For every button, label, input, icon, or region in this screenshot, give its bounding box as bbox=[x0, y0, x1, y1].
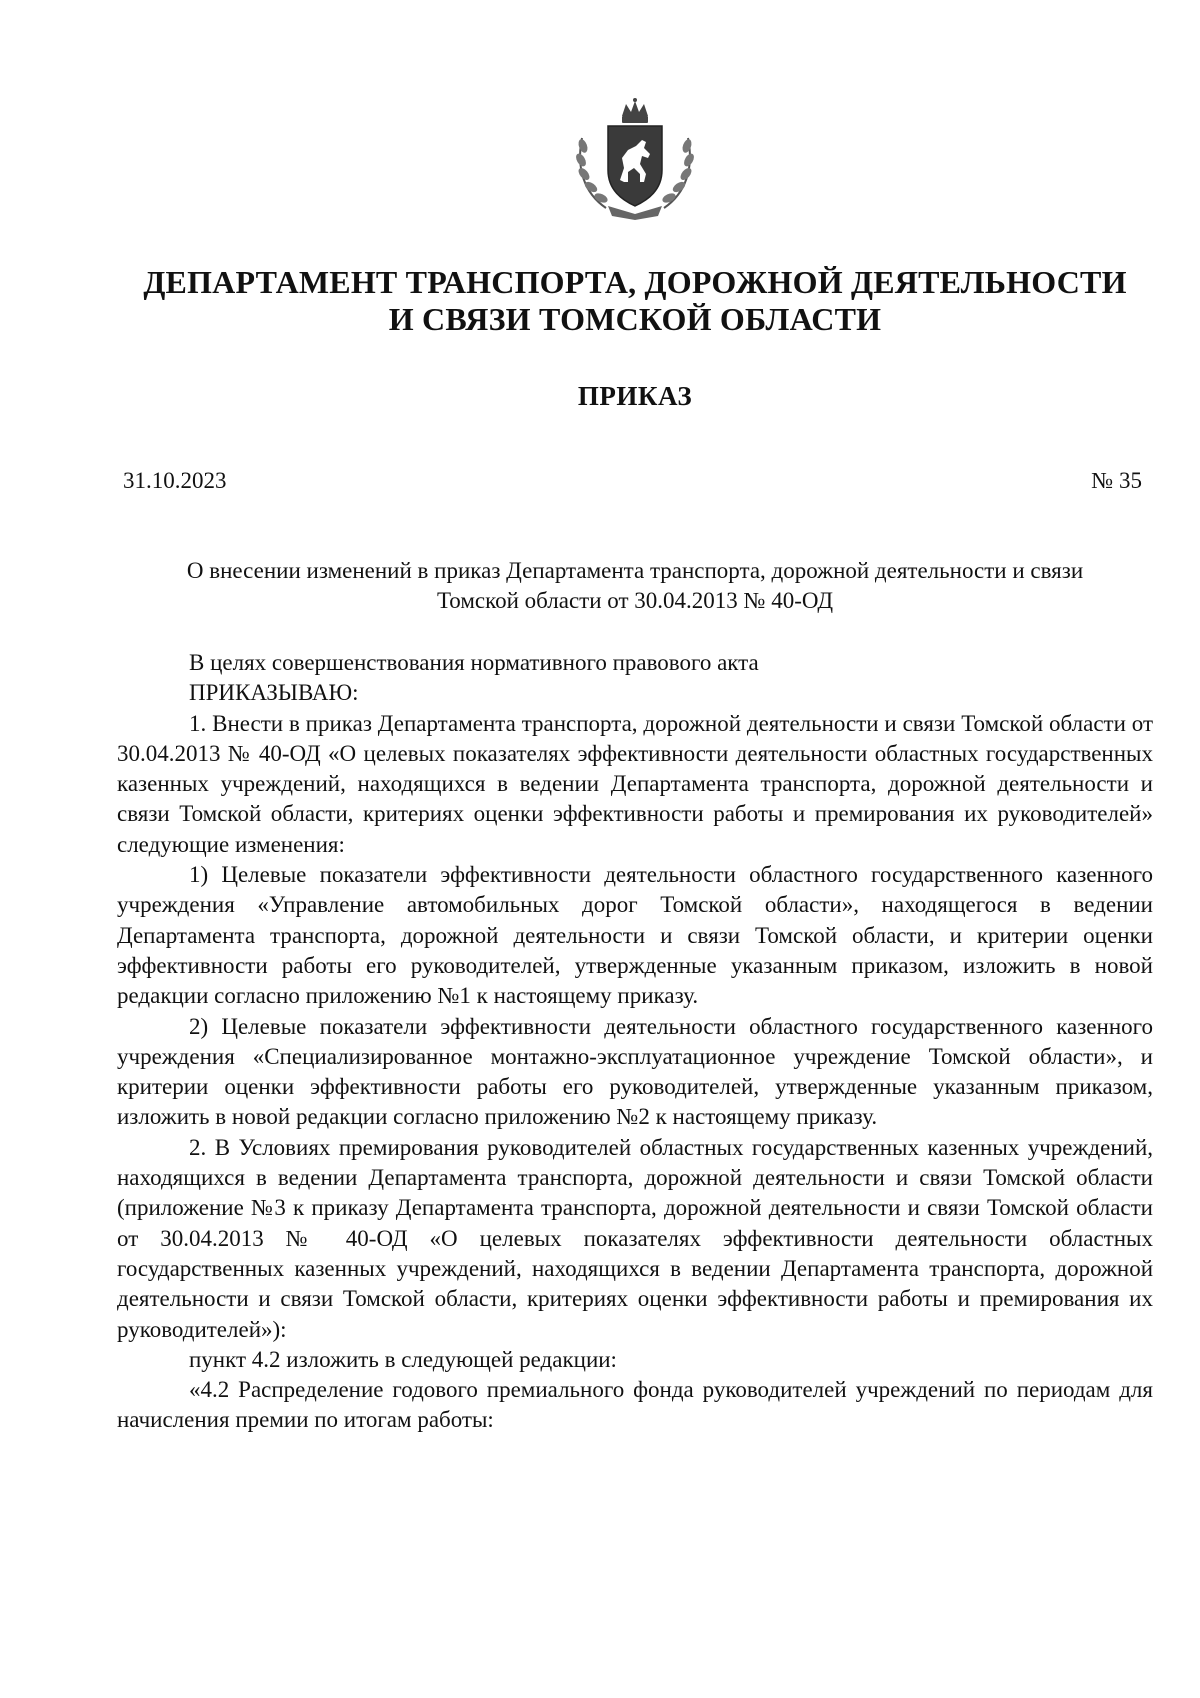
document-body bbox=[117, 648, 1153, 1436]
paragraph-purpose: В целях совершенствования нормативного правового акта bbox=[189, 650, 759, 675]
paragraph-clause-4-2: «4.2 Распределение годового премиального фонда руководителей учреждений по периодам для начисления премии по итогам работы: bbox=[117, 1377, 1153, 1433]
organization-heading-line-1: ДЕПАРТАМЕНТ ТРАНСПОРТА, ДОРОЖНОЙ ДЕЯТЕЛЬНОСТИ bbox=[143, 264, 1127, 300]
organization-heading-line-2: И СВЯЗИ ТОМСКОЙ ОБЛАСТИ bbox=[388, 301, 882, 337]
document-subject bbox=[110, 556, 1160, 616]
paragraph-clause-change: пункт 4.2 изложить в следующей редакции: bbox=[189, 1346, 617, 1372]
organization-heading bbox=[120, 264, 1150, 338]
document-type-title: ПРИКАЗ bbox=[577, 381, 693, 411]
paragraph-item-2: 2. В Условиях премирования руководителей областных государственных казенных учреждений, находящихся в ведении Департамента транспорта, дорожной деятельности и связи Томской области (приложение №3 к приказу Департамента транспорта, дорожной деятельности и связи Томской области от 30.04.2013 № 40-ОД «О целевых показателях эффективности деятельности областных государственных казенных учреждений, находящихся в ведении Департамента транспорта, дорожной деятельности и связи Томской области, критериях оценки эффективности работы и премирования их руководителей»): bbox=[117, 1134, 1153, 1342]
paragraph-order-keyword: ПРИКАЗЫВАЮ: bbox=[189, 680, 359, 706]
document-subject-line-1: О внесении изменений в приказ Департамента транспорта, дорожной деятельности и связи bbox=[186, 558, 1084, 583]
paragraph-subitem-2: 2) Целевые показатели эффективности деятельности областного государственного казенного учреждения «Специализированное монтажно-эксплуатационное учреждение Томской области», и критерии оценки эффективности работы его руководителей, утвержденные указанным приказом, изложить в новой редакции согласно приложению №2 к настоящему приказу. bbox=[117, 1013, 1153, 1130]
document-date: 31.10.2023 bbox=[123, 468, 227, 493]
document-subject-line-2: Томской области от 30.04.2013 № 40-ОД bbox=[436, 588, 834, 613]
tomsk-region-coat-of-arms-icon bbox=[566, 98, 704, 222]
document-number: № 35 bbox=[1091, 468, 1142, 493]
paragraph-subitem-1: 1) Целевые показатели эффективности деятельности областного государственного казенного учреждения «Управление автомобильных дорог Томской области», находящегося в ведении Департамента транспорта, дорожной деятельности и связи Томской области, и критерии оценки эффективности работы его руководителей, утвержденные указанным приказом, изложить в новой редакции согласно приложению №1 к настоящему приказу. bbox=[117, 862, 1153, 1009]
paragraph-item-1: 1. Внести в приказ Департамента транспорта, дорожной деятельности и связи Томской области от 30.04.2013 № 40-ОД «О целевых показателях эффективности деятельности областных государственных казенных учреждений, находящихся в ведении Департамента транспорта, дорожной деятельности и связи Томской области, критериях оценки эффективности работы и премирования их руководителей» следующие изменения: bbox=[117, 710, 1153, 857]
